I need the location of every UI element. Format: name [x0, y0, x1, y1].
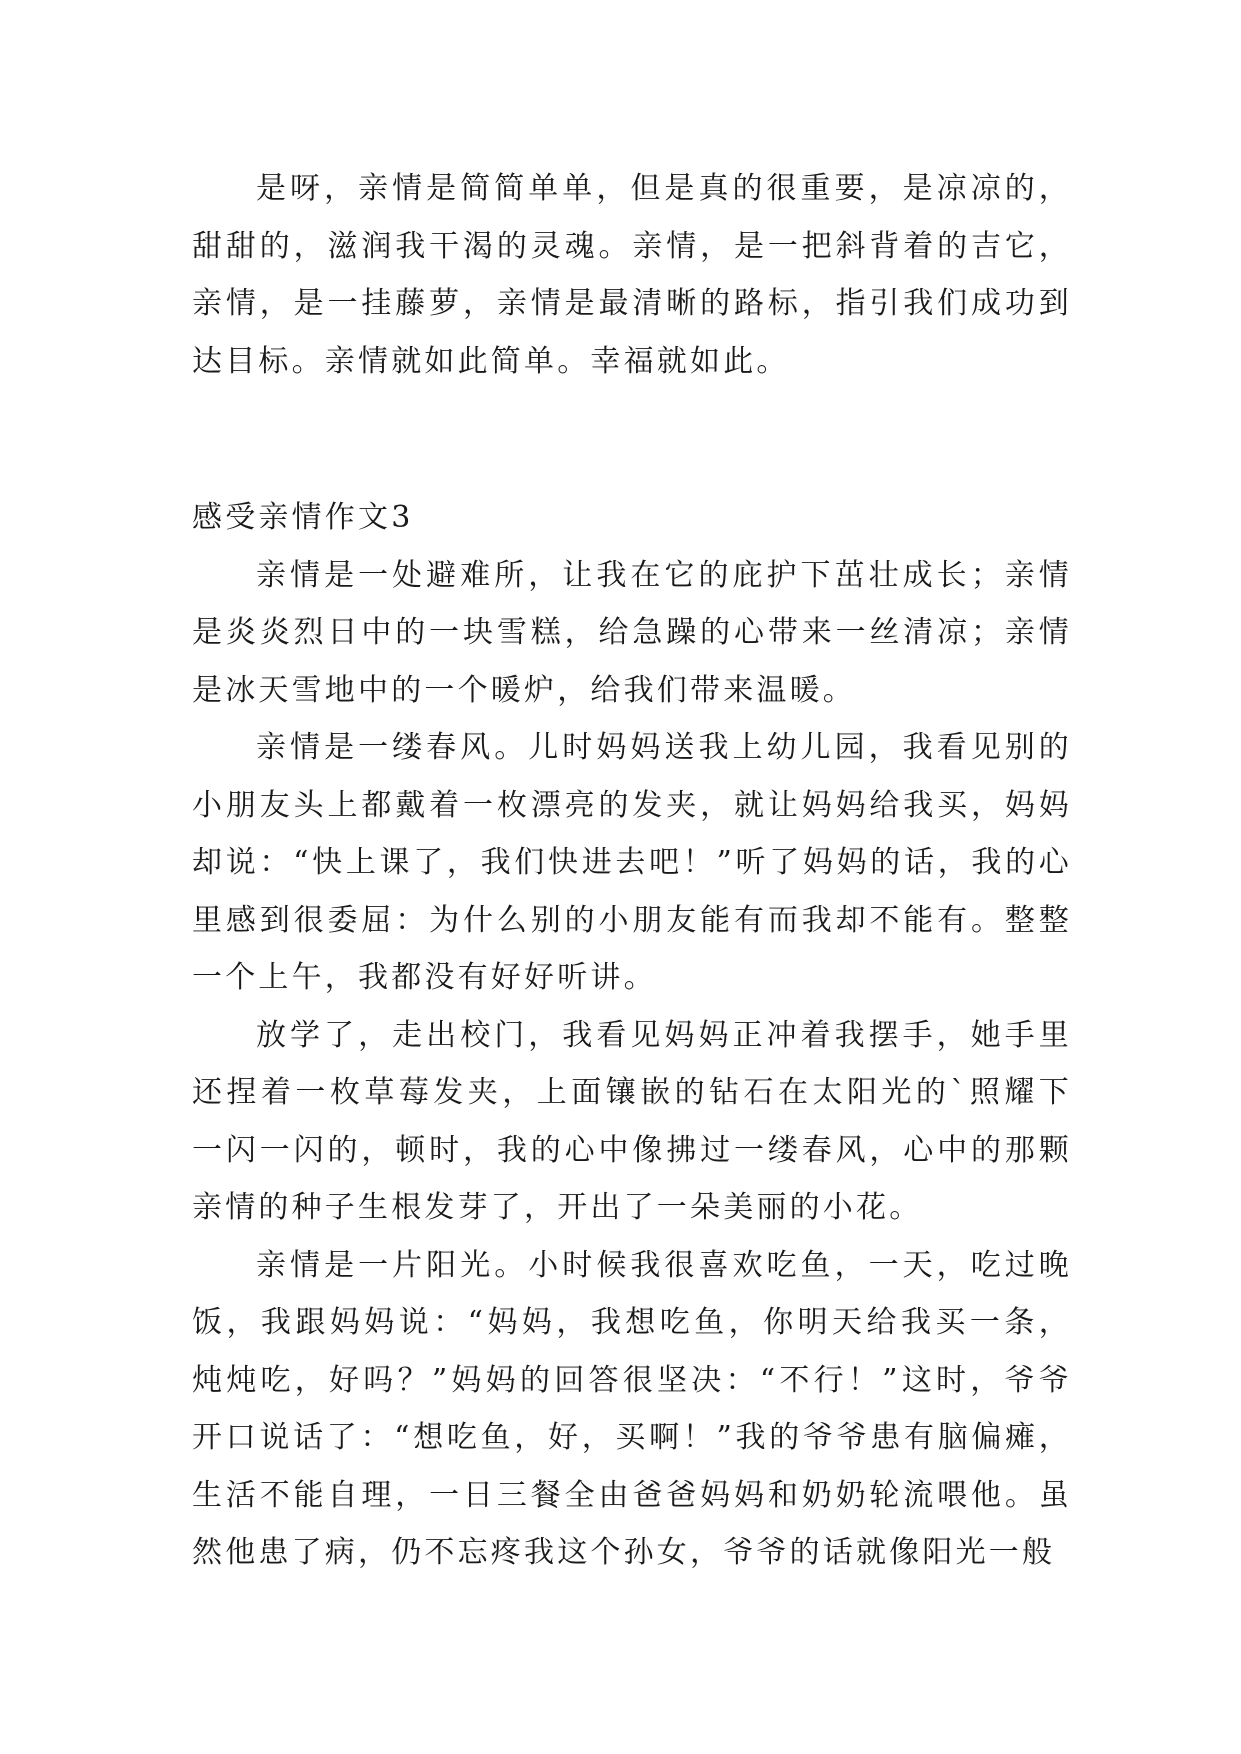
paragraph-closing: 是呀，亲情是简简单单，但是真的很重要，是凉凉的，甜甜的，滋润我干渴的灵魂。亲情，是一把斜背着的吉它，亲情，是一挂藤萝，亲情是最清晰的路标，指引我们成功到达目标。亲情就如此简单。幸福就如此。 — [192, 171, 1072, 379]
paragraph-1: 亲情是一处避难所，让我在它的庇护下茁壮成长；亲情是炎炎烈日中的一块雪糕，给急躁的心带来一丝清凉；亲情是冰天雪地中的一个暖炉，给我们带来温暖。 — [192, 557, 1072, 708]
section-title: 感受亲情作文3 — [192, 500, 414, 535]
document-body — [192, 160, 1072, 1582]
paragraph-2: 亲情是一缕春风。儿时妈妈送我上幼儿园，我看见别的小朋友头上都戴着一枚漂亮的发夹，就让妈妈给我买，妈妈却说：“快上课了，我们快进去吧！”听了妈妈的话，我的心里感到很委屈：为什么别的小朋友能有而我却不能有。整整一个上午，我都没有好好听讲。 — [192, 730, 1072, 995]
paragraph-4: 亲情是一片阳光。小时候我很喜欢吃鱼，一天，吃过晚饭，我跟妈妈说：“妈妈，我想吃鱼，你明天给我买一条，炖炖吃，好吗？”妈妈的回答很坚决：“不行！”这时，爷爷开口说话了：“想吃鱼，好，买啊！”我的爷爷患有脑偏瘫，生活不能自理，一日三餐全由爸爸妈妈和奶奶轮流喂他。虽然他患了病，仍不忘疼我这个孙女，爷爷的话就像阳光一般 — [192, 1247, 1072, 1570]
section-gap — [192, 390, 1072, 489]
paragraph-3: 放学了，走出校门，我看见妈妈正冲着我摆手，她手里还捏着一枚草莓发夹，上面镶嵌的钻石在太阳光的`照耀下一闪一闪的，顿时，我的心中像拂过一缕春风，心中的那颗亲情的种子生根发芽了，开出了一朵美丽的小花。 — [192, 1017, 1072, 1225]
